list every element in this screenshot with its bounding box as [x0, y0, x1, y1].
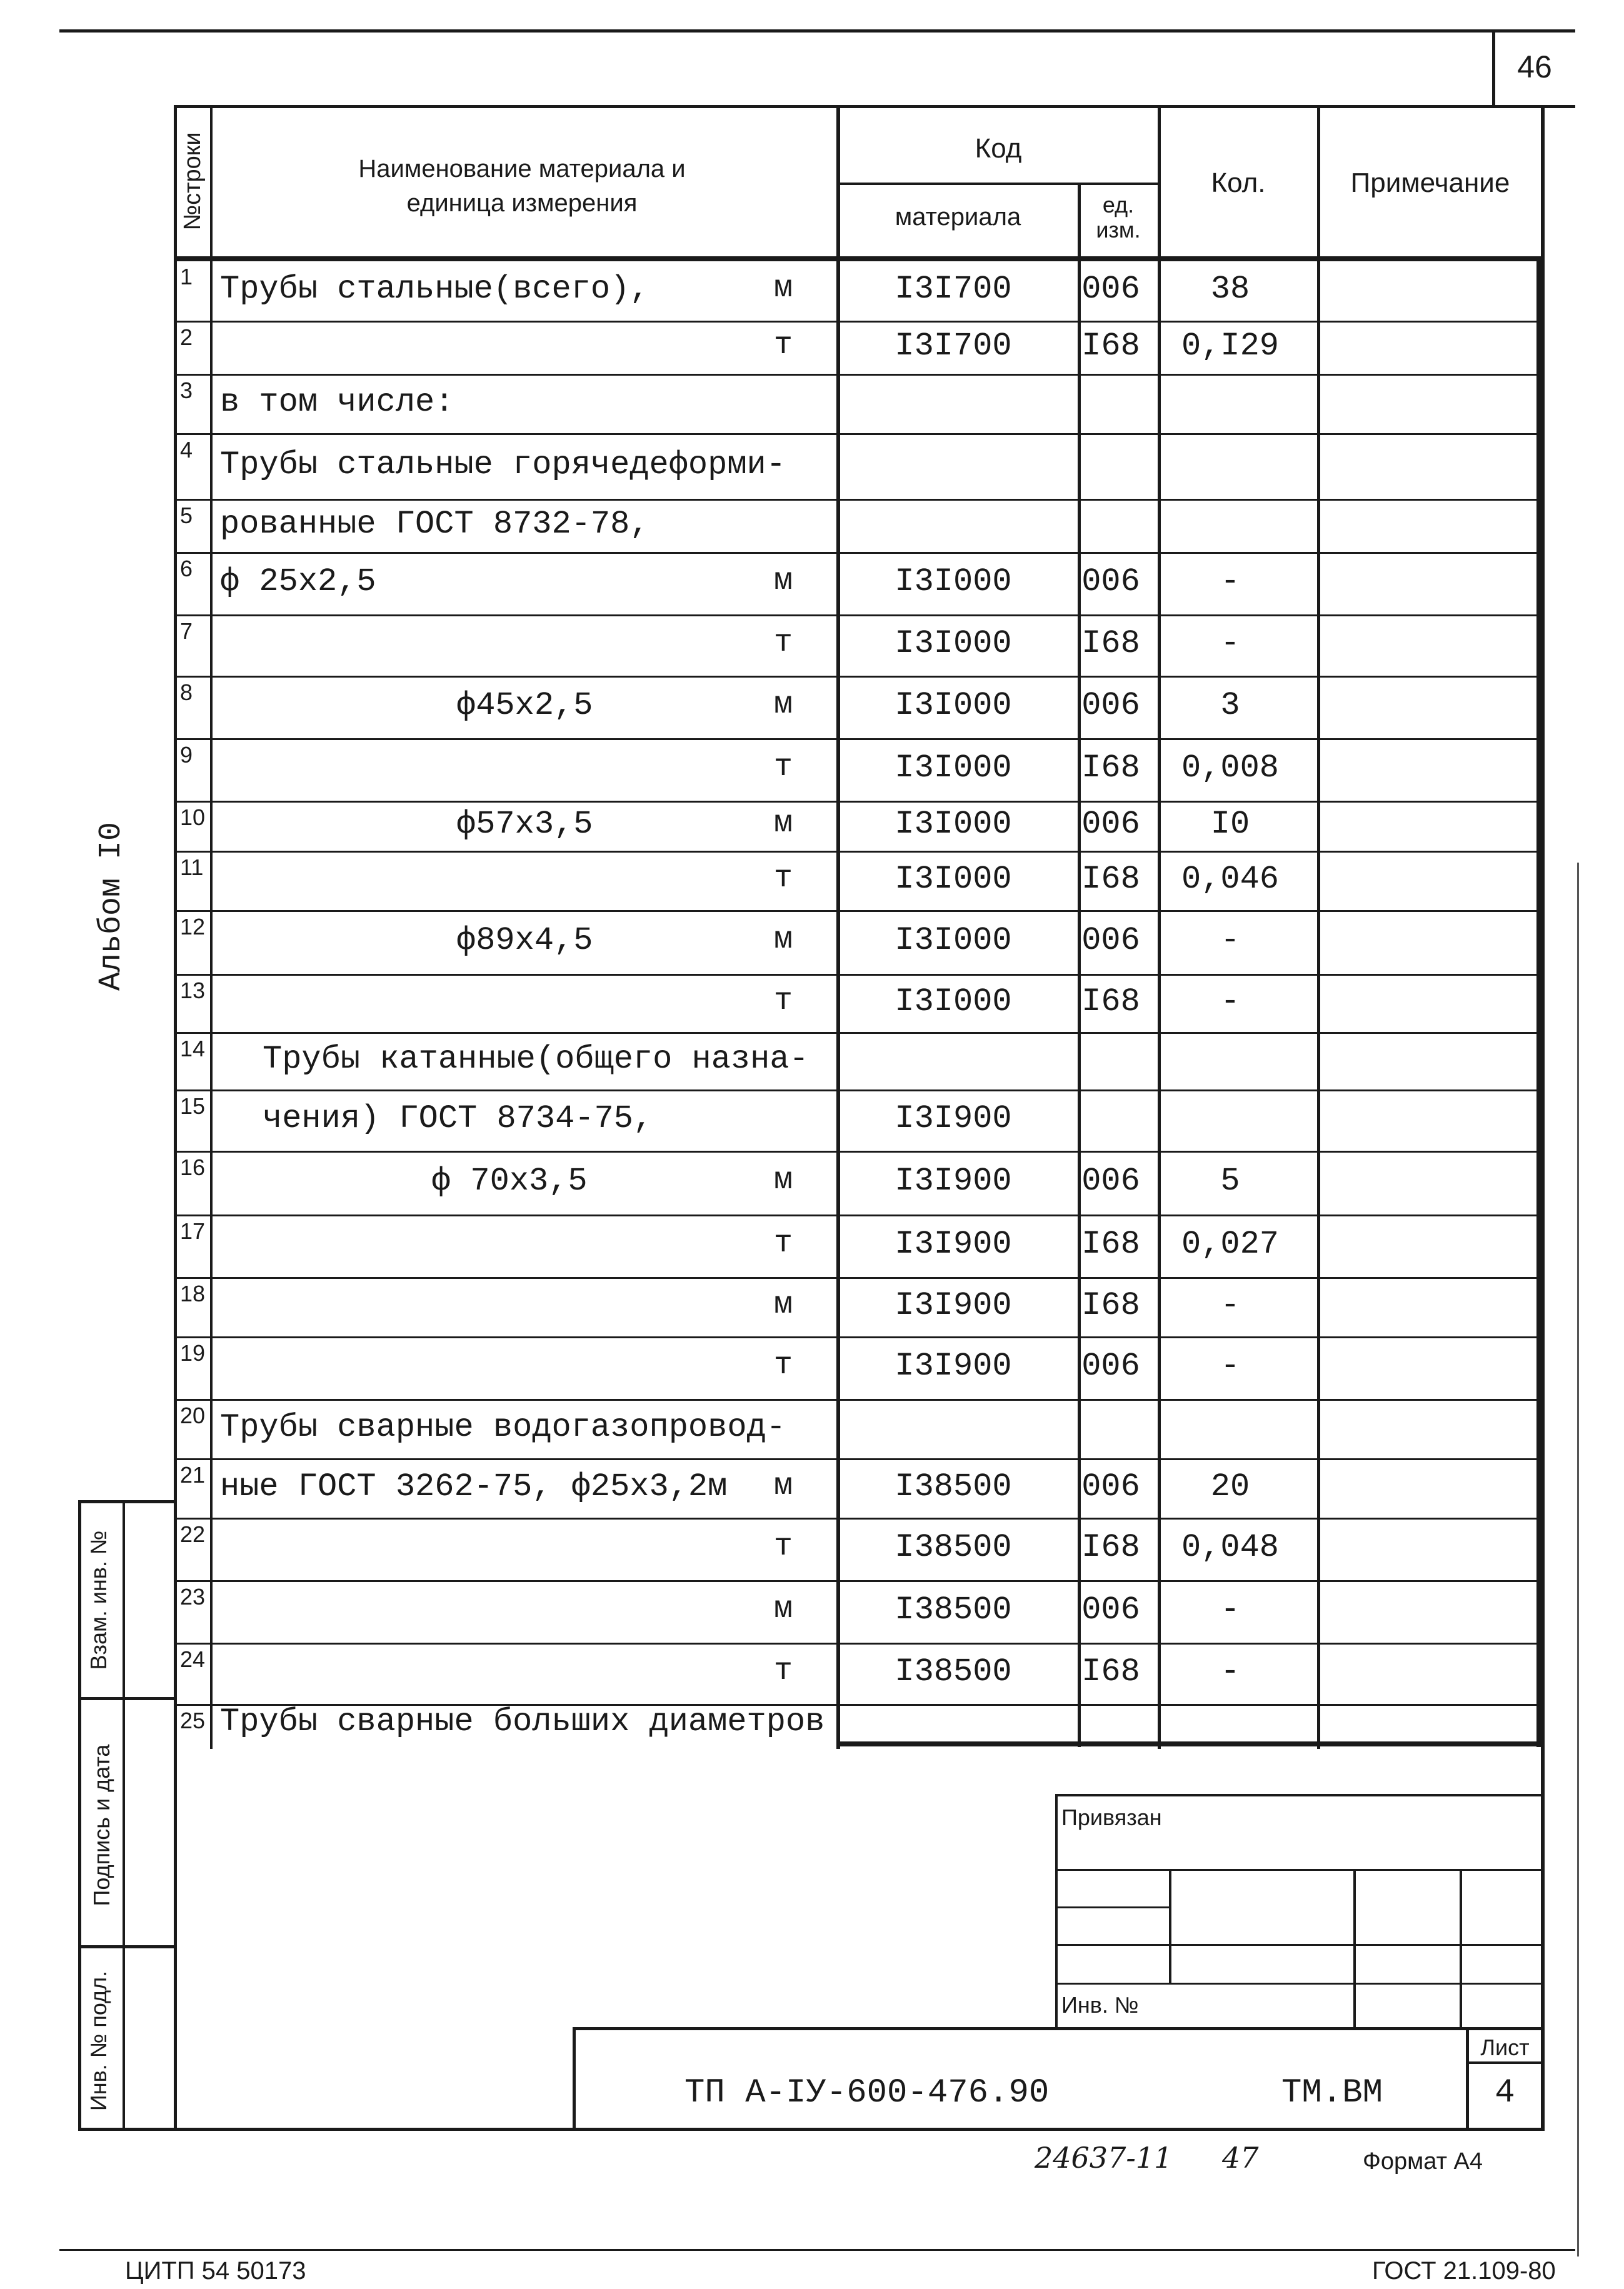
unit-code: I68 [1081, 1653, 1140, 1690]
side-stamp-sep1 [78, 1697, 174, 1700]
row-divider [174, 1089, 1544, 1091]
unit-code: 006 [1081, 563, 1140, 600]
sheet-box-split [1466, 2061, 1545, 2064]
row-divider [174, 851, 1544, 853]
attach-grid-h4 [1055, 1983, 1544, 1985]
row-divider [174, 614, 1544, 616]
row-number: 1 [180, 264, 193, 289]
top-rule [59, 29, 1575, 33]
attach-box-top [1055, 1794, 1544, 1796]
material-code: I3I000 [895, 625, 1012, 662]
row-divider [174, 374, 1544, 376]
row-number: 16 [180, 1155, 206, 1180]
row-divider [174, 1643, 1544, 1645]
row-divider [174, 1215, 1544, 1216]
side-vzam-inv: Взам. инв. № [86, 1530, 111, 1670]
material-name: Трубы сварные водогазопровод- [220, 1408, 786, 1446]
side-stamp-sep2 [78, 1945, 174, 1948]
row-divider [174, 321, 1544, 323]
row-number: 12 [180, 914, 206, 939]
quantity: 0,048 [1181, 1529, 1280, 1566]
unit-of-measure: м [773, 270, 793, 306]
material-name: ф 70х3,5 [431, 1163, 588, 1200]
attach-grid-v1 [1169, 1869, 1171, 1983]
row-number: 17 [180, 1218, 206, 1244]
quantity: - [1220, 983, 1240, 1020]
quantity: 20 [1210, 1468, 1250, 1505]
unit-code: I68 [1081, 983, 1140, 1020]
attach-grid-v2 [1353, 1869, 1356, 2028]
header-material-code: материала [895, 203, 1021, 231]
quantity: 0,008 [1181, 749, 1280, 786]
row-number: 10 [180, 804, 206, 830]
quantity: - [1220, 625, 1240, 662]
col-sep-note [1317, 105, 1320, 1749]
quantity: 38 [1210, 270, 1250, 308]
material-code: I3I900 [895, 1348, 1012, 1385]
header-name-line2: единица измерения [406, 189, 638, 217]
unit-of-measure: т [773, 625, 793, 661]
row-divider [174, 1336, 1544, 1338]
row-divider [174, 433, 1544, 435]
row-number: 9 [180, 742, 193, 768]
material-name: рованные ГОСТ 8732-78, [220, 505, 649, 543]
table-left [174, 105, 177, 2130]
unit-code: I68 [1081, 1226, 1140, 1263]
row-number: 21 [180, 1462, 206, 1488]
unit-code: 006 [1081, 806, 1140, 843]
quantity: - [1220, 922, 1240, 959]
col-sep-name [836, 105, 840, 1749]
unit-of-measure: т [773, 749, 793, 785]
row-number: 19 [180, 1340, 206, 1366]
material-code: I3I700 [895, 270, 1012, 308]
material-code: I3I900 [895, 1226, 1012, 1263]
header-qty: Кол. [1211, 168, 1266, 198]
material-code: I3I000 [895, 749, 1012, 786]
material-code: I3I000 [895, 860, 1012, 898]
row-divider [174, 676, 1544, 678]
sheet-number: 4 [1495, 2074, 1515, 2112]
row-divider [174, 801, 1544, 803]
page-num-box-left [1492, 29, 1495, 108]
quantity: - [1220, 1348, 1240, 1385]
material-name: Трубы стальные(всего), [220, 270, 649, 308]
body-right-thick [1536, 256, 1541, 1747]
unit-of-measure: т [773, 1348, 793, 1383]
row-divider [174, 1032, 1544, 1034]
material-code: I3I900 [895, 1163, 1012, 1200]
row-number: 24 [180, 1646, 206, 1672]
header-name-line1: Наименование материала и [358, 155, 686, 183]
row-divider [174, 1277, 1544, 1279]
format-label: Формат А4 [1363, 2148, 1483, 2175]
quantity: 3 [1220, 687, 1240, 724]
material-name: Трубы стальные горячедеформи- [220, 446, 786, 483]
unit-of-measure: м [773, 1468, 793, 1504]
material-name: ф 25х2,5 [220, 563, 376, 600]
row-number: 23 [180, 1584, 206, 1610]
material-code: I3I000 [895, 922, 1012, 959]
unit-of-measure: м [773, 922, 793, 958]
header-unit-code-1: ед. [1102, 192, 1135, 218]
material-code: I38500 [895, 1591, 1012, 1628]
side-inv-podl: Инв. № подл. [86, 1970, 111, 2111]
material-name: чения) ГОСТ 8734-75, [263, 1100, 653, 1137]
handwritten-number: 24637-11 [1035, 2141, 1173, 2175]
row-number: 18 [180, 1281, 206, 1306]
material-code: I3I900 [895, 1100, 1012, 1137]
quantity: 0,027 [1181, 1226, 1280, 1263]
unit-of-measure: м [773, 1286, 793, 1323]
material-name: в том числе: [220, 383, 454, 421]
footer-right: ГОСТ 21.109-80 [1372, 2257, 1556, 2285]
bottom-rule [59, 2249, 1575, 2251]
row-number: 6 [180, 556, 193, 581]
inv-no-label: Инв. № [1061, 1992, 1139, 2018]
row-number: 22 [180, 1521, 206, 1547]
material-code: I3I000 [895, 563, 1012, 600]
row-divider [174, 738, 1544, 740]
unit-code: I68 [1081, 327, 1140, 364]
col-sep-ucode [1078, 184, 1081, 1747]
col-sep-rowno [210, 105, 213, 1749]
row-number: 15 [180, 1093, 206, 1119]
sheet-label: Лист [1480, 2035, 1530, 2060]
quantity: 0,I29 [1181, 327, 1280, 364]
attach-grid-h3 [1055, 1944, 1544, 1946]
document-code: ТП А-IУ-600-476.90 [684, 2074, 1050, 2112]
quantity: - [1220, 563, 1240, 600]
unit-code: I68 [1081, 625, 1140, 662]
title-block-left [573, 2027, 576, 2130]
row-number: 4 [180, 437, 193, 463]
unit-code: 006 [1081, 1163, 1140, 1200]
row-divider [174, 552, 1544, 554]
unit-code: 006 [1081, 1468, 1140, 1505]
material-code: I3I000 [895, 687, 1012, 724]
title-block-top [573, 2027, 1545, 2030]
unit-code: 006 [1081, 270, 1140, 308]
material-code: I3I000 [895, 806, 1012, 843]
material-code: I3I000 [895, 983, 1012, 1020]
code-header-split [836, 183, 1161, 185]
page-number: 46 [1517, 49, 1552, 84]
unit-of-measure: т [773, 860, 793, 896]
body-bottom [836, 1741, 1544, 1746]
attach-grid-h1 [1055, 1869, 1544, 1871]
unit-of-measure: м [773, 687, 793, 723]
handwritten-page: 47 [1222, 2141, 1259, 2175]
unit-of-measure: м [773, 1163, 793, 1198]
material-name: Трубы катанные(общего назна- [263, 1041, 809, 1078]
attached-label: Привязан [1061, 1805, 1162, 1830]
row-number: 2 [180, 324, 193, 350]
unit-of-measure: м [773, 563, 793, 599]
unit-of-measure: т [773, 1529, 793, 1565]
material-code: I38500 [895, 1468, 1012, 1505]
header-code: Код [975, 133, 1022, 164]
unit-of-measure: м [773, 806, 793, 841]
unit-code: I68 [1081, 1286, 1140, 1324]
unit-of-measure: т [773, 1226, 793, 1261]
unit-of-measure: т [773, 327, 793, 363]
row-number: 7 [180, 618, 193, 644]
document-mark: ТМ.ВМ [1281, 2074, 1383, 2112]
row-divider [174, 1580, 1544, 1582]
quantity: - [1220, 1591, 1240, 1628]
row-number: 11 [180, 854, 204, 880]
quantity: 5 [1220, 1163, 1240, 1200]
row-divider [174, 1399, 1544, 1401]
header-bottom [174, 256, 1544, 261]
material-code: I3I900 [895, 1286, 1012, 1324]
row-number: 5 [180, 503, 193, 528]
row-number: 14 [180, 1036, 206, 1061]
row-number: 25 [180, 1708, 206, 1733]
header-note: Примечание [1350, 168, 1510, 198]
material-code: I38500 [895, 1653, 1012, 1690]
side-stamp-inner [123, 1500, 125, 2130]
unit-code: I68 [1081, 749, 1140, 786]
unit-of-measure: т [773, 983, 793, 1019]
unit-code: I68 [1081, 860, 1140, 898]
unit-of-measure: м [773, 1591, 793, 1627]
row-number: 3 [180, 378, 193, 403]
row-divider [174, 499, 1544, 501]
header-row-number: №строки [179, 132, 206, 231]
side-stamp-left [78, 1500, 81, 2130]
material-code: I3I700 [895, 327, 1012, 364]
material-name: ф57х3,5 [456, 806, 593, 843]
material-code: I38500 [895, 1529, 1012, 1566]
row-number: 20 [180, 1403, 206, 1428]
row-divider [174, 974, 1544, 976]
unit-of-measure: т [773, 1653, 793, 1689]
row-divider [174, 1518, 1544, 1520]
row-divider [174, 1151, 1544, 1153]
side-stamp-top [78, 1500, 174, 1503]
attach-box-left [1055, 1794, 1058, 2028]
quantity: - [1220, 1286, 1240, 1324]
attach-grid-v3 [1460, 1869, 1462, 2028]
stamp-bottom [78, 2128, 1545, 2131]
quantity: - [1220, 1653, 1240, 1690]
side-sign-date: Подпись и дата [89, 1744, 114, 1906]
material-name: ф45х2,5 [456, 687, 593, 724]
unit-code: 006 [1081, 922, 1140, 959]
unit-code: 006 [1081, 1591, 1140, 1628]
unit-code: I68 [1081, 1529, 1140, 1566]
material-name: ф89х4,5 [456, 922, 593, 959]
table-top [174, 105, 1544, 108]
quantity: 0,046 [1181, 860, 1280, 898]
material-name: Трубы сварные больших диаметров [220, 1703, 825, 1740]
row-divider [174, 1458, 1544, 1460]
album-label: Альбом I0 [94, 821, 129, 991]
material-name: ные ГОСТ 3262-75, ф25х3,2м [220, 1468, 728, 1505]
quantity: I0 [1210, 806, 1250, 843]
attach-grid-h2 [1055, 1906, 1169, 1908]
unit-code: 006 [1081, 687, 1140, 724]
unit-code: 006 [1081, 1348, 1140, 1385]
footer-left: ЦИТП 54 50173 [125, 2257, 306, 2285]
row-number: 8 [180, 679, 193, 705]
right-frame-line [1577, 863, 1579, 2256]
row-number: 13 [180, 978, 206, 1003]
row-divider [174, 910, 1544, 912]
header-unit-code-2: изм. [1096, 217, 1141, 243]
